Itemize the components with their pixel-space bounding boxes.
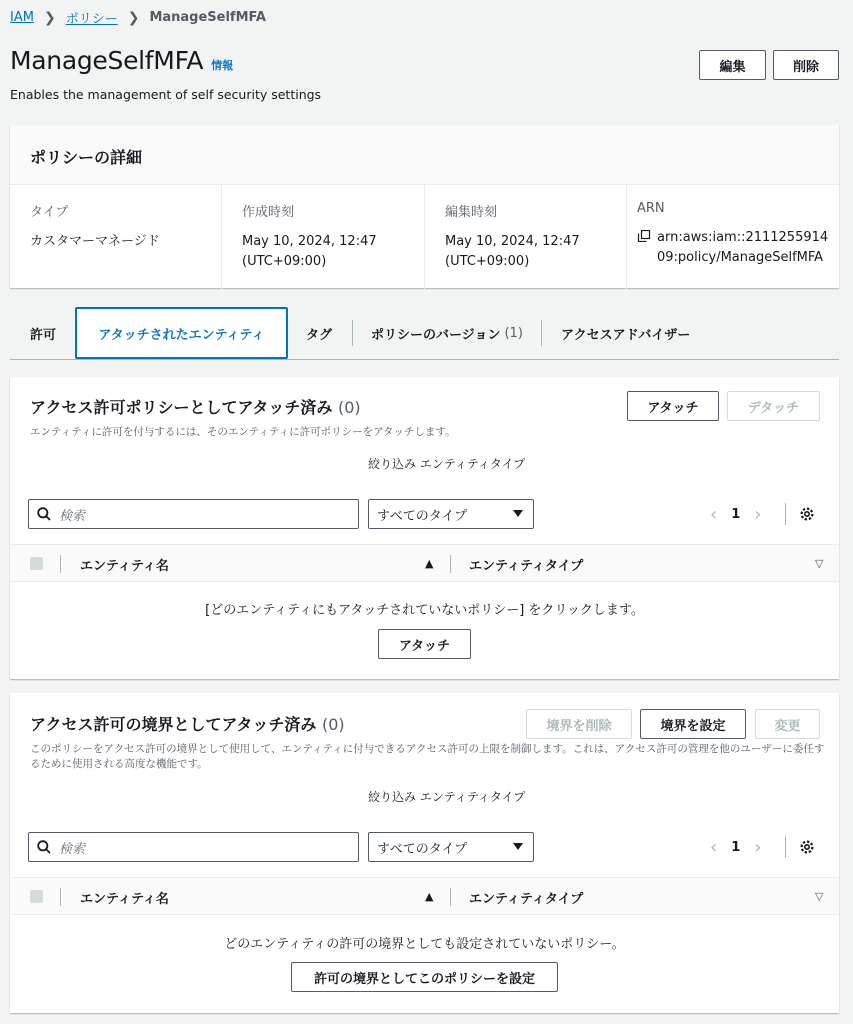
select-all-checkbox[interactable] (30, 557, 43, 570)
attach-button[interactable]: アタッチ (627, 391, 719, 421)
detail-arn-label: ARN (637, 201, 665, 216)
permissions-boundary-panel (10, 693, 839, 1013)
detail-arn (626, 185, 839, 289)
column-entity-type[interactable]: エンティティタイプ (469, 559, 584, 574)
tab-attached-entities[interactable]: アタッチされたエンティティ (75, 307, 288, 359)
delete-button[interactable]: 削除 (773, 50, 839, 80)
chevron-right-icon[interactable]: › (754, 836, 762, 858)
info-link[interactable]: 情報 (211, 59, 234, 72)
detail-arn-line-2: 09:policy/ManageSelfMFA (657, 250, 824, 265)
tab-divider (352, 320, 353, 346)
edit-button[interactable]: 編集 (699, 50, 766, 80)
breadcrumb-current: ManageSelfMFA (149, 10, 266, 25)
column-entity-name[interactable]: エンティティ名 (80, 892, 169, 907)
pager-divider (785, 836, 786, 858)
detail-edited-value (445, 232, 616, 272)
search-placeholder: 検索 (59, 508, 86, 524)
detail-edited-tz: (UTC+09:00) (445, 254, 530, 269)
detail-created-label: 作成時刻 (242, 205, 295, 220)
attached-title-text: アクセス許可ポリシーとしてアタッチ済み (30, 398, 333, 417)
sort-down-icon[interactable]: ▽ (815, 890, 824, 903)
page-number[interactable]: 1 (731, 506, 741, 522)
page-title: ManageSelfMFA (10, 46, 204, 75)
table-header (10, 877, 839, 915)
attached-permissions-panel (10, 377, 839, 679)
detail-edited-label: 編集時刻 (445, 205, 498, 220)
column-entity-name[interactable]: エンティティ名 (80, 559, 169, 574)
detail-edited (424, 185, 626, 289)
tab-versions-label: ポリシーのバージョン (371, 327, 501, 343)
tab-bar (10, 306, 839, 360)
select-all-checkbox[interactable] (30, 890, 43, 903)
set-as-boundary-button[interactable]: 許可の境界としてこのポリシーを設定 (291, 962, 558, 992)
attached-section-title (30, 395, 361, 418)
caret-down-icon (513, 510, 523, 518)
gear-icon[interactable] (798, 838, 816, 856)
change-boundary-button[interactable]: 変更 (755, 709, 820, 739)
set-boundary-button[interactable]: 境界を設定 (640, 709, 746, 739)
detail-arn-line-1: arn:aws:iam::2111255914 (657, 230, 829, 245)
tab-access-advisor[interactable]: アクセスアドバイザー (561, 327, 691, 343)
boundary-count: (0) (321, 715, 345, 734)
column-entity-type[interactable]: エンティティタイプ (469, 892, 584, 907)
pagination (710, 832, 761, 862)
column-divider (450, 555, 451, 573)
detail-created-tz: (UTC+09:00) (242, 254, 327, 269)
detach-button[interactable]: デタッチ (727, 391, 820, 421)
detail-created (221, 185, 424, 289)
entity-type-select[interactable] (368, 832, 534, 862)
policy-details-panel (10, 125, 839, 288)
filter-entity-type-label: 絞り込み エンティティタイプ (368, 457, 526, 471)
entity-type-select-value: すべてのタイプ (377, 841, 468, 857)
search-input[interactable] (28, 499, 359, 529)
empty-attach-button[interactable]: アタッチ (378, 629, 471, 659)
tab-permissions[interactable]: 許可 (30, 327, 57, 343)
detail-arn-value (657, 228, 828, 268)
column-divider (450, 888, 451, 906)
copy-icon[interactable] (637, 230, 651, 242)
sort-down-icon[interactable]: ▽ (815, 557, 824, 570)
gear-icon[interactable] (798, 505, 816, 523)
page-description: Enables the management of self security settings (10, 87, 322, 102)
breadcrumb (10, 8, 266, 27)
chevron-right-icon: ❯ (43, 9, 56, 26)
search-input[interactable] (28, 832, 359, 862)
search-icon (37, 840, 51, 854)
tab-versions-count: (1) (504, 325, 523, 341)
chevron-left-icon[interactable]: ‹ (710, 836, 718, 858)
breadcrumb-iam-link[interactable]: IAM (10, 10, 34, 25)
tab-divider (541, 320, 542, 346)
column-divider (60, 888, 61, 906)
chevron-right-icon[interactable]: › (754, 503, 762, 525)
attached-section-description: エンティティに許可を付与するには、そのエンティティに許可ポリシーをアタッチします。 (30, 426, 456, 438)
tab-tags[interactable]: タグ (306, 327, 333, 343)
remove-boundary-button[interactable]: 境界を削除 (526, 709, 632, 739)
boundary-section-description: このポリシーをアクセス許可の境界として使用して、エンティティに付与できるアクセス許可の上限を制御します。これは、アクセス許可の管理を他のユーザーに委任するために使用される高度な機能です。 (30, 743, 825, 770)
chevron-left-icon[interactable]: ‹ (710, 503, 718, 525)
detail-created-date: May 10, 2024, 12:47 (242, 234, 377, 249)
pagination (710, 499, 761, 529)
sort-up-icon[interactable]: ▲ (425, 557, 434, 570)
empty-state-text: どのエンティティの許可の境界としても設定されていないポリシー。 (224, 937, 625, 952)
pager-divider (785, 503, 786, 525)
chevron-right-icon: ❯ (127, 9, 140, 26)
policy-details-title: ポリシーの詳細 (10, 125, 839, 185)
detail-edited-date: May 10, 2024, 12:47 (445, 234, 580, 249)
page-number[interactable]: 1 (731, 839, 741, 855)
sort-up-icon[interactable]: ▲ (425, 890, 434, 903)
boundary-title-text: アクセス許可の境界としてアタッチ済み (30, 715, 317, 734)
breadcrumb-policies-link[interactable]: ポリシー (65, 12, 118, 27)
filter-entity-type-label: 絞り込み エンティティタイプ (368, 790, 526, 804)
table-header (10, 544, 839, 582)
detail-created-value (242, 232, 414, 272)
tab-versions[interactable] (371, 306, 523, 360)
search-placeholder: 検索 (59, 841, 86, 857)
page-header (10, 46, 233, 75)
detail-type (10, 185, 221, 289)
column-divider (60, 555, 61, 573)
boundary-section-title (30, 712, 345, 735)
attached-count: (0) (337, 398, 361, 417)
caret-down-icon (513, 843, 523, 851)
empty-state-text: [どのエンティティにもアタッチされていないポリシー] をクリックします。 (205, 603, 644, 618)
detail-type-value: カスタマーマネージド (30, 234, 160, 249)
entity-type-select-value: すべてのタイプ (377, 508, 468, 524)
entity-type-select[interactable] (368, 499, 534, 529)
detail-type-label: タイプ (30, 205, 69, 220)
search-icon (37, 507, 51, 521)
